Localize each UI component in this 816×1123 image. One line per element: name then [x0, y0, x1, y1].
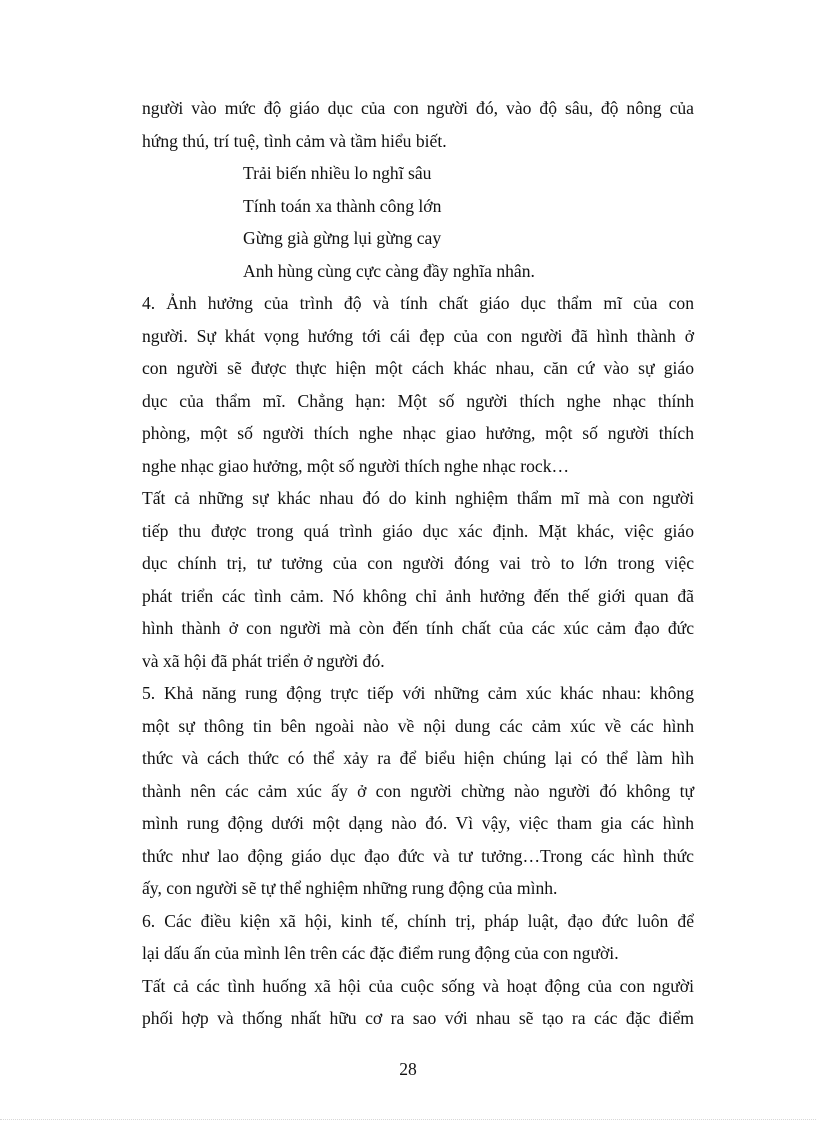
page-number: 28 — [399, 1059, 417, 1079]
text-line: nghe nhạc giao hưởng, một số người thích nghe nhạc rock… — [142, 455, 570, 476]
verse-line: Trải biến nhiều lo nghĩ sâu — [243, 163, 432, 183]
text-line: người vào mức độ giáo dục của con người đó, vào độ sâu, độ nông của — [142, 98, 694, 118]
text-line: ấy, con người sẽ tự thể nghiệm những rung động của mình. — [142, 878, 558, 898]
text-line: thức như lao động giáo dục đạo đức và tư tưởng…Trong các hình thức — [142, 845, 694, 866]
body-text — [142, 92, 694, 1035]
text-line: thức và cách thức có thể xảy ra để biểu hiện chúng lại có thể làm hìh — [142, 748, 694, 768]
text-line: và xã hội đã phát triển ở người đó. — [142, 650, 385, 671]
text-line: mình rung động dưới một dạng nào đó. Vì vậy, việc tham gia các hình — [142, 813, 694, 833]
text-line: 5. Khả năng rung động trực tiếp với những cảm xúc khác nhau: không — [142, 683, 694, 703]
text-line: phòng, một số người thích nghe nhạc giao hưởng, một số người thích — [142, 423, 694, 443]
text-line: dục của thẩm mĩ. Chẳng hạn: Một số người thích nghe nhạc thính — [142, 390, 694, 411]
text-line: hình thành ở con người mà còn đến tính chất của các xúc cảm đạo đức — [142, 618, 694, 638]
text-line: 4. Ảnh hưởng của trình độ và tính chất giáo dục thẩm mĩ của con — [142, 293, 694, 313]
text-line: phát triển các tình cảm. Nó không chỉ ảnh hưởng đến thế giới quan đã — [142, 585, 694, 606]
verse-line: Tính toán xa thành công lớn — [243, 195, 442, 216]
text-line: người. Sự khát vọng hướng tới cái đẹp của con người đã hình thành ở — [142, 325, 694, 346]
text-line: 6. Các điều kiện xã hội, kinh tế, chính trị, pháp luật, đạo đức luôn để — [142, 910, 694, 931]
text-line: dục chính trị, tư tưởng của con người đóng vai trò to lớn trong việc — [142, 553, 694, 573]
verse-line: Gừng già gừng lụi gừng cay — [243, 228, 442, 248]
text-line: thành nên các cảm xúc ấy ở con người chừng nào người đó không tự — [142, 780, 694, 801]
text-line: lại dấu ấn của mình lên trên các đặc điểm rung động của con người. — [142, 943, 619, 963]
text-line: Tất cả những sự khác nhau đó do kinh nghiệm thẩm mĩ mà con người — [142, 488, 694, 508]
text-line: Tất cả các tình huống xã hội của cuộc sống và hoạt động của con người — [142, 975, 694, 996]
verse-line: Anh hùng cùng cực càng đầy nghĩa nhân. — [243, 260, 535, 281]
text-line: hứng thú, trí tuệ, tình cảm và tầm hiểu biết. — [142, 130, 447, 151]
text-line: con người sẽ được thực hiện một cách khác nhau, căn cứ vào sự giáo — [142, 358, 694, 378]
text-line: phối hợp và thống nhất hữu cơ ra sao với nhau sẽ tạo ra các đặc điểm — [142, 1008, 694, 1028]
page-bottom-edge — [0, 1119, 816, 1120]
text-line: một sự thông tin bên ngoài nào về nội dung các cảm xúc về các hình — [142, 715, 694, 736]
text-line: tiếp thu được trong quá trình giáo dục xác định. Mặt khác, việc giáo — [142, 520, 694, 541]
